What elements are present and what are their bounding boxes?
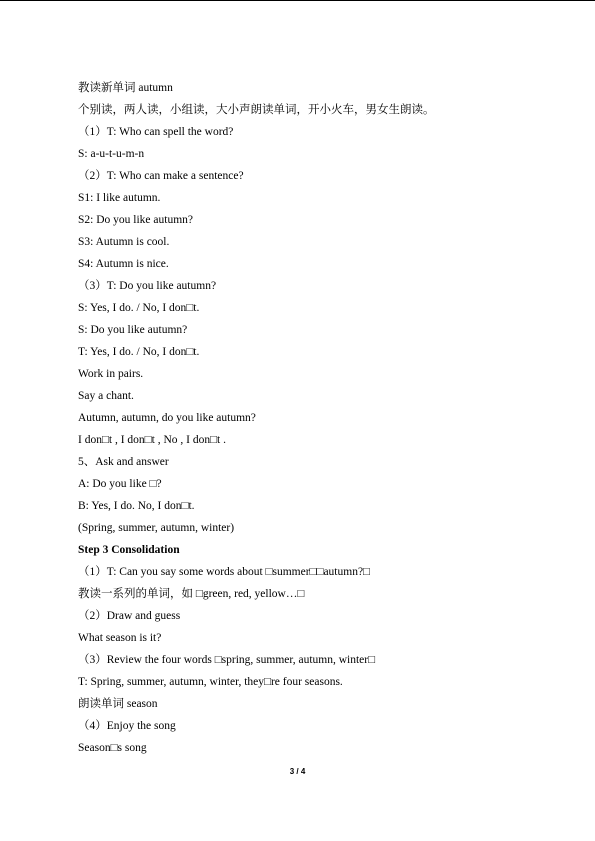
text-line: 5、Ask and answer — [78, 456, 169, 468]
text-line: S3: Autumn is cool. — [78, 236, 170, 248]
text-line: Work in pairs. — [78, 368, 144, 380]
text-line: （1）T: Can you say some words about □summer□□autumn?□ — [78, 566, 370, 578]
text-line: S: a-u-t-u-m-n — [78, 148, 145, 160]
text-line: A: Do you like □? — [78, 478, 162, 490]
text-line: S1: I like autumn. — [78, 192, 161, 204]
text-line: B: Yes, I do. No, I don□t. — [78, 500, 195, 512]
text-line: （3）T: Do you like autumn? — [78, 280, 217, 292]
text-line: （1）T: Who can spell the word? — [78, 126, 234, 138]
text-line: Season□s song — [78, 742, 147, 754]
document-body — [78, 80, 558, 762]
text-line: (Spring, summer, autumn, winter) — [78, 522, 235, 534]
text-line: T: Spring, summer, autumn, winter, they□re four seasons. — [78, 676, 343, 688]
text-line: 朗读单词 season — [78, 698, 158, 710]
page-number: 3 / 4 — [289, 767, 306, 776]
text-line: 教读新单词 autumn — [78, 82, 173, 94]
text-line: S2: Do you like autumn? — [78, 214, 193, 226]
text-line: （3）Review the four words □spring, summer, autumn, winter□ — [78, 654, 376, 666]
text-line: （4）Enjoy the song — [78, 720, 176, 732]
text-line: T: Yes, I do. / No, I don□t. — [78, 346, 200, 358]
page-top-rule — [0, 0, 595, 1]
text-line: What season is it? — [78, 632, 162, 644]
section-heading: Step 3 Consolidation — [78, 544, 180, 556]
text-line: S: Do you like autumn? — [78, 324, 188, 336]
text-line: S4: Autumn is nice. — [78, 258, 169, 270]
text-line: （2）T: Who can make a sentence? — [78, 170, 244, 182]
text-line: Autumn, autumn, do you like autumn? — [78, 412, 256, 424]
text-line: I don□t , I don□t , No , I don□t . — [78, 434, 226, 446]
text-line: S: Yes, I do. / No, I don□t. — [78, 302, 200, 314]
text-line: 个别读，两人读，小组读，大小声朗读单词，开小火车，男女生朗读。 — [78, 104, 435, 116]
text-line: 教读一系列的单词，如 □green, red, yellow…□ — [78, 588, 305, 600]
text-line: （2）Draw and guess — [78, 610, 181, 622]
text-line: Say a chant. — [78, 390, 134, 402]
